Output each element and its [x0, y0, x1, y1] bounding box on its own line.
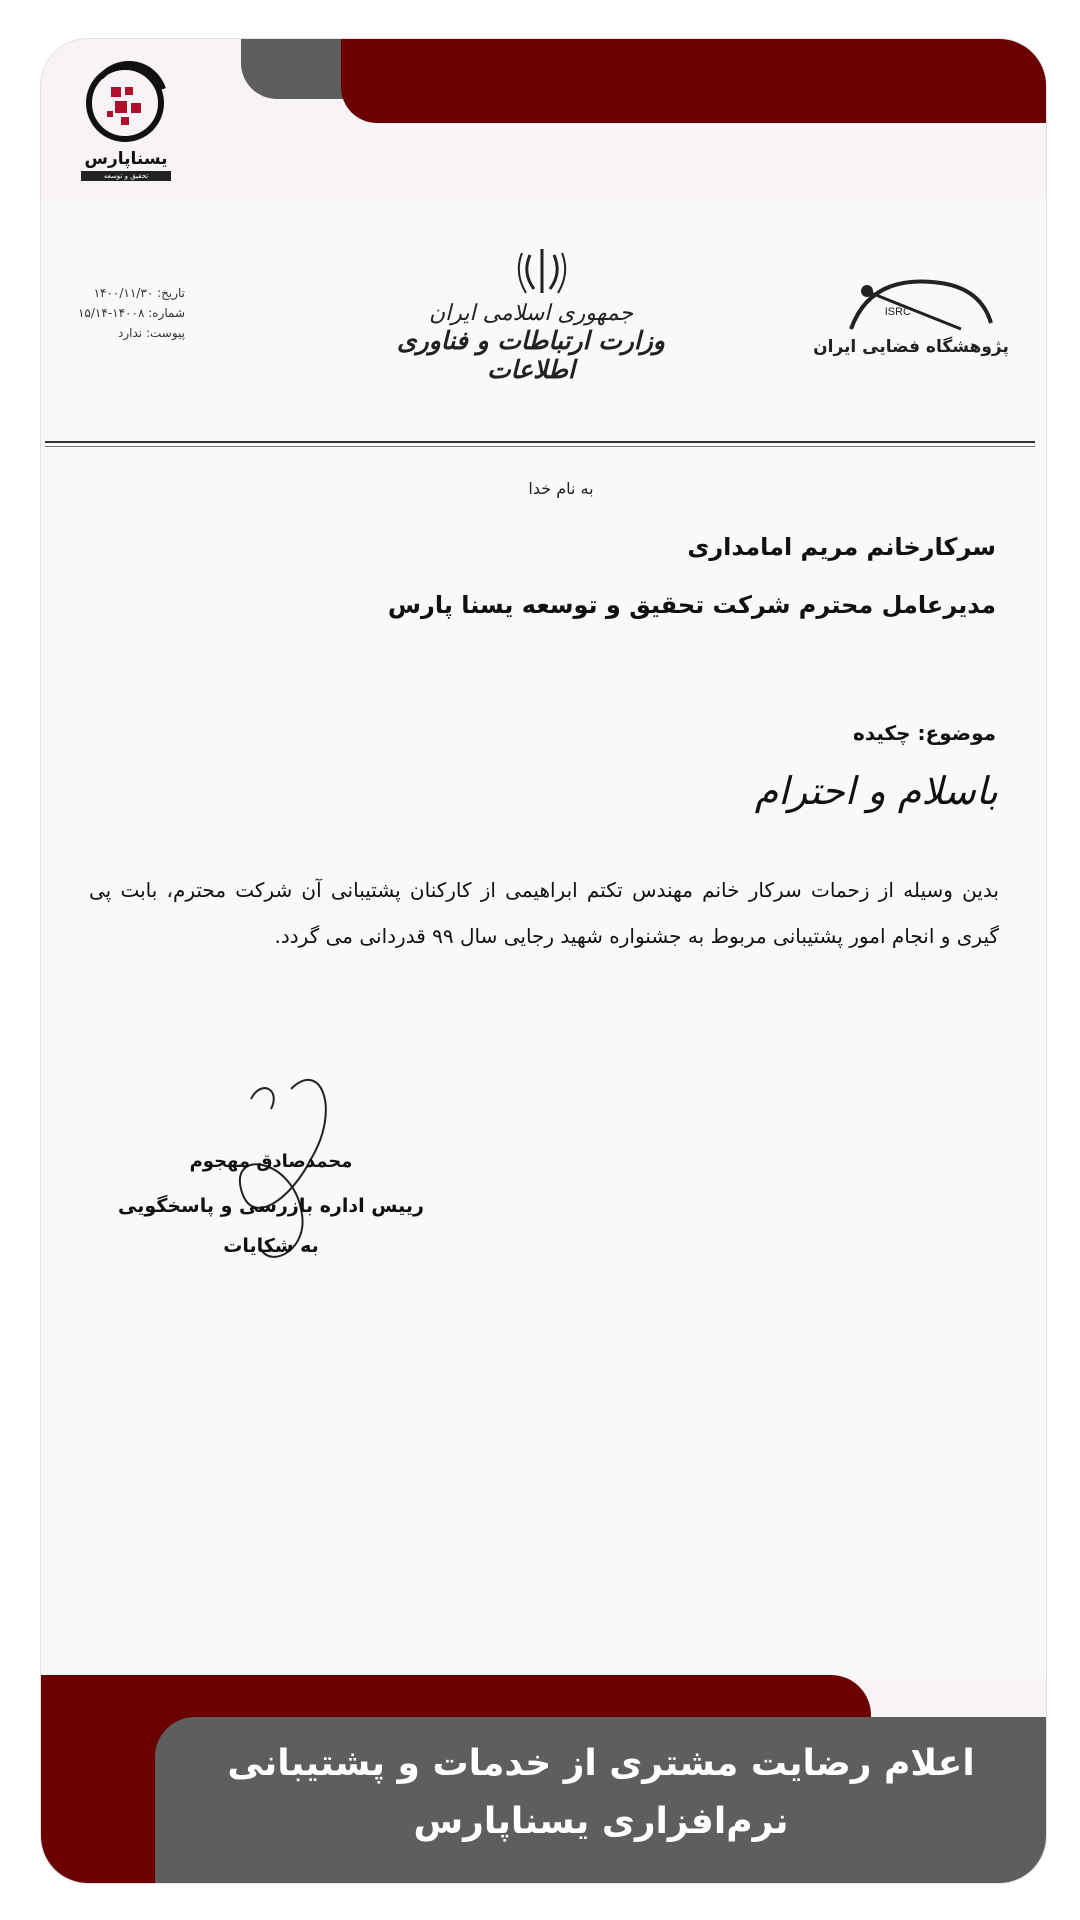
date-label: تاریخ: — [157, 286, 185, 300]
ministry-heading — [351, 243, 711, 384]
post-card — [40, 38, 1047, 1884]
letter-greeting: باسلام و احترام — [754, 769, 998, 813]
letter-scan — [41, 199, 1046, 1679]
brand-name: یسناپارس — [84, 149, 168, 169]
brand-tagline: تحقیق و توسعه — [81, 171, 171, 181]
header-red-band — [341, 39, 1047, 123]
isrc-name: پژوهشگاه فضایی ایران — [813, 337, 1009, 357]
letter-meta — [45, 283, 185, 343]
attachment-value: ندارد — [118, 326, 143, 340]
bismillah: به نام خدا — [528, 479, 594, 498]
number-value: ۱۴۰۰۸-۱۵/۱۴ — [77, 306, 145, 320]
letter-body: بدین وسیله از زحمات سرکار خانم مهندس تکتم ابراهیمی از کارکنان پشتیبانی آن شرکت محترم، بابت پی گیری و انجام امور پشتیبانی مربوط به جشنواره شهید رجایی سال ۹۹ قدردانی می گردد. — [89, 878, 999, 948]
recipient-line2: مدیرعامل محترم شرکت تحقیق و توسعه یسنا پارس — [387, 591, 996, 619]
isrc-logo — [811, 269, 1011, 357]
ministry-line2: وزارت ارتباطات و فناوری اطلاعات — [397, 326, 665, 384]
number-label: شماره: — [148, 306, 185, 320]
ministry-line1: جمهوری اسلامی ایران — [428, 301, 634, 326]
isrc-abbr: ISRC — [884, 306, 911, 318]
recipient-line1: سرکارخانم مریم امامداری — [687, 533, 996, 561]
attachment-label: پیوست: — [145, 326, 185, 340]
header-divider-thin — [45, 446, 1035, 447]
date-value: ۱۴۰۰/۱۱/۳۰ — [93, 286, 154, 300]
brand-mark-icon — [71, 57, 181, 149]
letter-subject: موضوع: چکیده — [853, 721, 996, 745]
footer-title: اعلام رضایت مشتری از خدمات و پشتیبانی نرم‌افزاری یسناپارس — [227, 1743, 975, 1842]
signer-name: محمدصادق مهجوم — [189, 1151, 353, 1172]
signer-title: رییس اداره بازرسی و پاسخگویی به شکایات — [118, 1195, 424, 1257]
header-divider — [45, 441, 1035, 443]
isrc-orbit-icon — [811, 269, 1011, 333]
brand-logo — [71, 57, 181, 180]
signer-block — [111, 1151, 431, 1266]
